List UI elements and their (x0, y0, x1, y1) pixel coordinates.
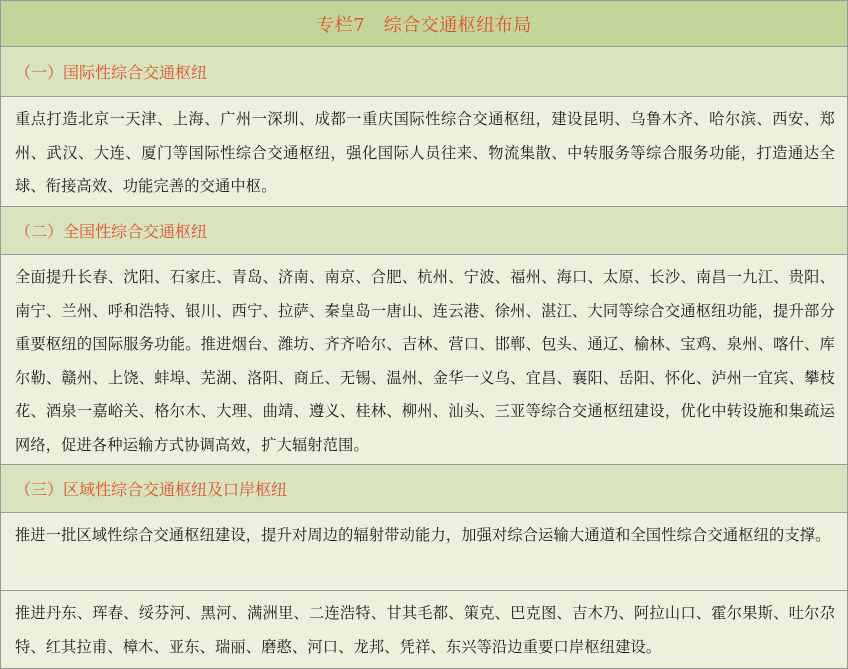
section-body-international (1, 97, 847, 207)
table-title: 专栏7 综合交通枢纽布局 (316, 14, 532, 36)
section-heading: （三）区域性综合交通枢纽及口岸枢纽 (15, 480, 288, 499)
section-paragraph: 重点打造北京一天津、上海、广州一深圳、成都一重庆国际性综合交通枢纽，建设昆明、乌鲁木齐、哈尔滨、西安、郑州、武汉、大连、厦门等国际性综合交通枢纽，强化国际人员往来、物流集散、中转服务等综合服务功能，打造通达全球、衔接高效、功能完善的交通中枢。 (15, 110, 835, 195)
section-body-regional (1, 513, 847, 591)
section-header-national (1, 207, 847, 255)
section-body-ports (1, 591, 847, 668)
section-heading: （二）全国性综合交通枢纽 (15, 222, 208, 241)
section-paragraph: 全面提升长春、沈阳、石家庄、青岛、济南、南京、合肥、杭州、宁波、福州、海口、太原、长沙、南昌一九江、贵阳、南宁、兰州、呼和浩特、银川、西宁、拉萨、秦皇岛一唐山、连云港、徐州、湛江、大同等综合交通枢纽功能，提升部分重要枢纽的国际服务功能。推进烟台、潍坊、齐齐哈尔、吉林、营口、邯郸、包头、通辽、榆林、宝鸡、泉州、喀什、库尔勒、赣州、上饶、蚌埠、芜湖、洛阳、商丘、无锡、温州、金华一义乌、宜昌、襄阳、岳阳、怀化、泸州一宜宾、攀枝花、酒泉一嘉峪关、格尔木、大理、曲靖、遵义、桂林、柳州、汕头、三亚等综合交通枢纽建设，优化中转设施和集疏运网络，促进各种运输方式协调高效，扩大辐射范围。 (15, 268, 835, 454)
section-paragraph: 推进丹东、珲春、绥芬河、黑河、满洲里、二连浩特、甘其毛都、策克、巴克图、吉木乃、阿拉山口、霍尔果斯、吐尔尕特、红其拉甫、樟木、亚东、瑞丽、磨憨、河口、龙邦、凭祥、东兴等沿边重要口岸枢纽建设。 (15, 604, 835, 656)
section-header-international (1, 47, 847, 97)
table-title-row (1, 1, 847, 47)
section-heading: （一）国际性综合交通枢纽 (15, 63, 208, 82)
section-header-regional (1, 465, 847, 513)
section-body-national (1, 255, 847, 465)
section-paragraph: 推进一批区域性综合交通枢纽建设，提升对周边的辐射带动能力，加强对综合运输大通道和全国性综合交通枢纽的支撑。 (15, 526, 831, 544)
